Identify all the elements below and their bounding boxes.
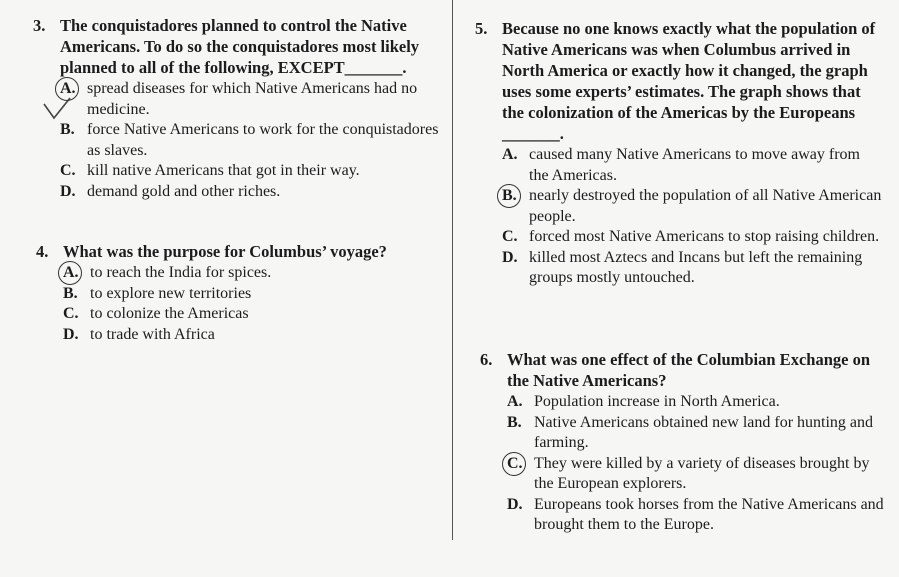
question-4-option-b[interactable] bbox=[63, 284, 443, 305]
option-text: Population increase in North America. bbox=[534, 393, 780, 410]
question-3-options bbox=[60, 79, 440, 202]
question-6-options bbox=[507, 392, 887, 536]
option-text: Europeans took horses from the Native Americans and brought them to the Europe. bbox=[534, 495, 884, 533]
option-letter: B. bbox=[63, 284, 78, 302]
option-text: force Native Americans to work for the conquistadores as slaves. bbox=[87, 121, 439, 159]
option-text: Native Americans obtained new land for hunting and farming. bbox=[534, 413, 874, 451]
question-5-number: 5. bbox=[475, 19, 488, 38]
option-letter: D. bbox=[502, 248, 518, 266]
option-letter: D. bbox=[63, 325, 79, 343]
question-5-options bbox=[502, 145, 882, 289]
question-4-option-a[interactable] bbox=[63, 263, 443, 284]
question-4-stem: What was the purpose for Columbus’ voyage? bbox=[63, 242, 387, 261]
option-letter: D. bbox=[507, 495, 523, 513]
question-6-stem-wrap bbox=[480, 349, 887, 391]
option-letter: D. bbox=[60, 182, 76, 200]
option-letter: B. bbox=[60, 121, 75, 138]
question-5-option-d[interactable] bbox=[502, 248, 882, 289]
question-5-option-a[interactable] bbox=[502, 145, 882, 186]
option-letter: A. bbox=[502, 146, 518, 163]
question-3-number: 3. bbox=[33, 16, 46, 35]
option-letter: C. bbox=[60, 162, 76, 179]
option-text: forced most Native Americans to stop raising children. bbox=[529, 228, 880, 245]
option-letter: C. bbox=[502, 228, 518, 245]
option-text: to explore new territories bbox=[90, 284, 252, 302]
question-6 bbox=[480, 349, 887, 536]
question-6-option-a[interactable] bbox=[507, 392, 887, 413]
option-letter: C. bbox=[63, 305, 79, 322]
question-5-option-b[interactable] bbox=[502, 186, 882, 227]
question-6-option-d[interactable] bbox=[507, 495, 887, 536]
option-letter: B. bbox=[502, 186, 517, 207]
question-4-options bbox=[63, 263, 443, 345]
question-4-option-d[interactable] bbox=[63, 325, 443, 346]
option-letter: A. bbox=[507, 393, 523, 410]
question-4-option-c[interactable] bbox=[63, 304, 443, 325]
column-divider bbox=[452, 0, 453, 540]
question-5-option-c[interactable] bbox=[502, 227, 882, 248]
option-text: They were killed by a variety of diseases brought by the European explorers. bbox=[534, 454, 870, 492]
option-text: killed most Aztecs and Incans but left the remaining groups mostly untouched. bbox=[529, 248, 863, 286]
question-5 bbox=[475, 18, 882, 289]
option-text: kill native Americans that got in their way. bbox=[87, 162, 360, 179]
option-letter: A. bbox=[60, 79, 76, 100]
question-5-stem-wrap bbox=[475, 18, 882, 144]
question-3-stem-wrap bbox=[33, 15, 440, 78]
question-6-stem: What was one effect of the Columbian Exchange on the Native Americans? bbox=[507, 350, 870, 390]
question-3-option-b[interactable] bbox=[60, 120, 440, 161]
option-text: to colonize the Americas bbox=[90, 305, 249, 322]
question-6-number: 6. bbox=[480, 350, 493, 369]
question-3 bbox=[33, 15, 440, 202]
option-text: demand gold and other riches. bbox=[87, 182, 281, 200]
option-text: caused many Native Americans to move away from the Americas. bbox=[529, 146, 860, 184]
option-text: to trade with Africa bbox=[90, 325, 215, 343]
question-3-option-c[interactable] bbox=[60, 161, 440, 182]
option-letter: A. bbox=[63, 263, 79, 284]
question-6-option-c[interactable] bbox=[507, 454, 887, 495]
question-6-option-b[interactable] bbox=[507, 413, 887, 454]
option-text: nearly destroyed the population of all Native American people. bbox=[529, 187, 882, 225]
option-text: spread diseases for which Native Americans had no medicine. bbox=[87, 80, 418, 118]
question-3-option-a[interactable] bbox=[60, 79, 440, 120]
question-3-option-d[interactable] bbox=[60, 182, 440, 203]
question-5-stem: Because no one knows exactly what the population of Native Americans was when Columbus arrived in North America or exactly how it changed, the graph uses some experts’ estimates. The graph shows that the colonization of the Americas by the Europeans _______. bbox=[502, 19, 876, 143]
question-3-stem: The conquistadores planned to control the Native Americans. To do so the conquistadores most likely planned to all of the following, EXCEPT_______. bbox=[60, 16, 420, 77]
option-letter: C. bbox=[507, 454, 523, 475]
question-4 bbox=[36, 241, 443, 345]
option-letter: B. bbox=[507, 413, 522, 431]
question-4-stem-wrap bbox=[36, 241, 443, 262]
option-text: to reach the India for spices. bbox=[90, 264, 272, 281]
question-4-number: 4. bbox=[36, 242, 49, 261]
